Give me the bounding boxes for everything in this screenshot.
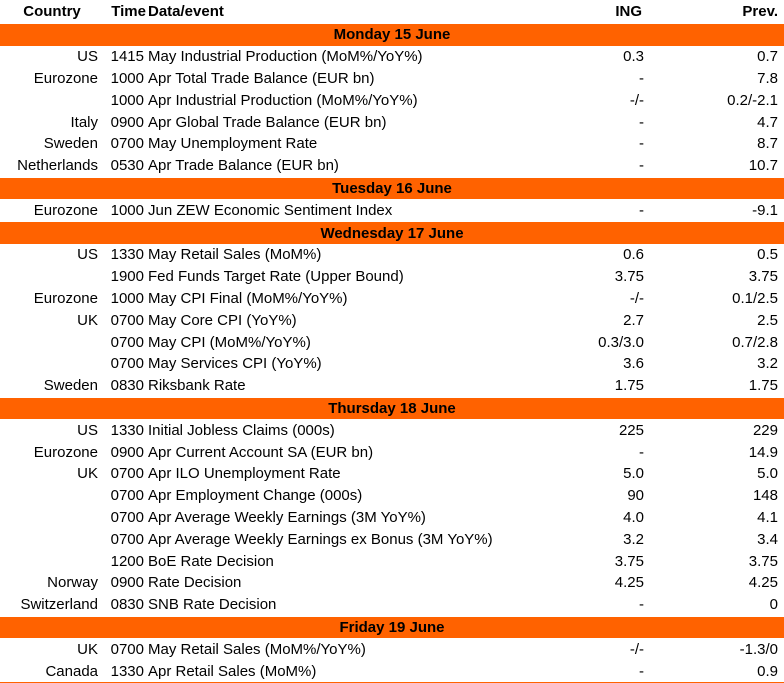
- table-row: [0, 199, 784, 221]
- cell-ing: 3.75: [614, 268, 644, 286]
- cell-event: Apr Total Trade Balance (EUR bn): [148, 69, 375, 87]
- cell-prev: 2.5: [757, 311, 778, 329]
- cell-time: 0700: [110, 487, 144, 505]
- table-row: [0, 133, 784, 155]
- cell-ing: 4.25: [614, 574, 644, 592]
- header-ing: ING: [615, 3, 642, 20]
- cell-country: [0, 528, 104, 550]
- cell-time: 0700: [110, 640, 144, 658]
- cell-event: Apr Trade Balance (EUR bn): [148, 157, 339, 175]
- cell-event: Apr Average Weekly Earnings ex Bonus (3M YoY%): [148, 530, 493, 548]
- table-row: [0, 244, 784, 266]
- cell-prev: 0.1/2.5: [732, 289, 778, 307]
- cell-ing: -: [639, 135, 644, 153]
- cell-event: Fed Funds Target Rate (Upper Bound): [148, 268, 404, 286]
- cell-event: May Industrial Production (MoM%/YoY%): [148, 48, 423, 66]
- table-row: [0, 660, 784, 682]
- cell-event: Apr Global Trade Balance (EUR bn): [148, 113, 387, 131]
- cell-event: Apr Industrial Production (MoM%/YoY%): [148, 91, 418, 109]
- cell-country: [0, 89, 104, 111]
- cell-ing: -: [639, 113, 644, 131]
- cell-event: May Retail Sales (MoM%/YoY%): [148, 640, 366, 658]
- day-label: Wednesday 17 June: [0, 222, 784, 244]
- cell-event: May CPI (MoM%/YoY%): [148, 333, 311, 351]
- day-label: Monday 15 June: [0, 24, 784, 46]
- cell-country: US: [77, 48, 98, 66]
- cell-prev: 3.4: [757, 530, 778, 548]
- cell-event: Apr ILO Unemployment Rate: [148, 465, 341, 483]
- cell-event: May Core CPI (YoY%): [148, 311, 297, 329]
- cell-ing: -: [639, 157, 644, 175]
- cell-time: 0900: [110, 443, 144, 461]
- cell-time: 1330: [110, 246, 144, 264]
- cell-event: Apr Average Weekly Earnings (3M YoY%): [148, 508, 426, 526]
- cell-prev: -9.1: [752, 201, 778, 219]
- cell-prev: 3.75: [748, 552, 778, 570]
- table-row: [0, 155, 784, 177]
- cell-ing: -/-: [629, 289, 644, 307]
- cell-event: Apr Retail Sales (MoM%): [148, 660, 568, 682]
- cell-prev: 4.25: [748, 574, 778, 592]
- cell-ing: 3.6: [623, 355, 644, 373]
- cell-prev: 3.75: [748, 268, 778, 286]
- cell-country: Eurozone: [33, 201, 98, 219]
- cell-prev: 1.75: [748, 377, 778, 395]
- cell-time: 0530: [110, 157, 144, 175]
- cell-ing: 5.0: [623, 465, 644, 483]
- cell-prev: 0.5: [757, 246, 778, 264]
- cell-time: 0900: [110, 113, 144, 131]
- table-header: [0, 0, 784, 24]
- cell-time: 1000: [110, 201, 144, 219]
- cell-country: Sweden: [43, 377, 98, 395]
- cell-event: Apr Employment Change (000s): [148, 487, 363, 505]
- cell-ing: 0.3/3.0: [598, 333, 644, 351]
- cell-time: 1330: [110, 421, 144, 439]
- header-prev: Prev.: [742, 3, 778, 20]
- day-header-row: [0, 222, 784, 244]
- table-row: [0, 594, 784, 616]
- table-row: [0, 89, 784, 111]
- cell-prev: 0.7/2.8: [732, 333, 778, 351]
- cell-country: UK: [77, 311, 98, 329]
- cell-time: 1900: [110, 268, 144, 286]
- header-time: Time: [111, 3, 146, 20]
- cell-event: Jun ZEW Economic Sentiment Index: [148, 201, 393, 219]
- cell-prev: 229: [752, 421, 778, 439]
- cell-event: May Services CPI (YoY%): [148, 355, 322, 373]
- cell-event: Initial Jobless Claims (000s): [148, 421, 335, 439]
- table-row: [0, 419, 784, 441]
- cell-time: 0700: [110, 530, 144, 548]
- table-row: [0, 288, 784, 310]
- cell-country: Eurozone: [33, 289, 98, 307]
- cell-ing: 90: [627, 487, 644, 505]
- cell-country: US: [77, 421, 98, 439]
- table-row: [0, 68, 784, 90]
- table-row: [0, 331, 784, 353]
- cell-ing: 0.6: [623, 246, 644, 264]
- table-row: [0, 507, 784, 529]
- cell-prev: 0.9: [668, 660, 784, 682]
- table-row: [0, 485, 784, 507]
- cell-ing: 3.75: [614, 552, 644, 570]
- table-row: [0, 638, 784, 660]
- cell-country: Switzerland: [20, 596, 98, 614]
- cell-country: US: [77, 246, 98, 264]
- table-body: [0, 24, 784, 683]
- cell-time: 0900: [110, 574, 144, 592]
- cell-ing: -: [639, 69, 644, 87]
- cell-event: Apr Current Account SA (EUR bn): [148, 443, 374, 461]
- cell-time: 1000: [110, 91, 144, 109]
- cell-ing: 225: [618, 421, 644, 439]
- cell-event: Riksbank Rate: [148, 377, 246, 395]
- cell-event: May CPI Final (MoM%/YoY%): [148, 289, 348, 307]
- cell-ing: 4.0: [623, 508, 644, 526]
- cell-prev: 148: [752, 487, 778, 505]
- cell-event: May Retail Sales (MoM%): [148, 246, 322, 264]
- cell-event: BoE Rate Decision: [148, 552, 274, 570]
- cell-ing: -/-: [629, 640, 644, 658]
- day-label: Tuesday 16 June: [0, 177, 784, 199]
- header-country: Country: [23, 3, 81, 20]
- cell-time: 0830: [110, 377, 144, 395]
- table-row: [0, 266, 784, 288]
- cell-time: 0700: [110, 508, 144, 526]
- table-row: [0, 375, 784, 397]
- cell-ing: 2.7: [623, 311, 644, 329]
- cell-ing: -: [568, 660, 668, 682]
- cell-ing: -: [639, 443, 644, 461]
- cell-event: SNB Rate Decision: [148, 596, 277, 614]
- cell-ing: 3.2: [623, 530, 644, 548]
- cell-country: Eurozone: [33, 69, 98, 87]
- table-row: [0, 441, 784, 463]
- header-event: Data/event: [148, 3, 224, 20]
- cell-time: 0830: [110, 596, 144, 614]
- table-row: [0, 463, 784, 485]
- cell-country: [0, 331, 104, 353]
- cell-prev: 5.0: [757, 465, 778, 483]
- cell-ing: -/-: [629, 91, 644, 109]
- table-row: [0, 572, 784, 594]
- cell-prev: 0: [769, 596, 778, 614]
- cell-prev: 0.2/-2.1: [727, 91, 778, 109]
- cell-time: 1330: [104, 660, 148, 682]
- cell-country: [0, 266, 104, 288]
- cell-country: Canada: [0, 660, 104, 682]
- cell-ing: 1.75: [614, 377, 644, 395]
- cell-country: Netherlands: [17, 157, 98, 175]
- header-row: [0, 0, 784, 24]
- cell-event: May Unemployment Rate: [148, 135, 318, 153]
- cell-time: 0700: [110, 355, 144, 373]
- cell-prev: 7.8: [757, 69, 778, 87]
- cell-prev: 8.7: [757, 135, 778, 153]
- table-row: [0, 550, 784, 572]
- cell-prev: 14.9: [748, 443, 778, 461]
- cell-time: 1200: [110, 552, 144, 570]
- table-row: [0, 353, 784, 375]
- cell-country: Italy: [70, 113, 98, 131]
- cell-country: Eurozone: [33, 443, 98, 461]
- cell-ing: -: [639, 596, 644, 614]
- cell-country: [0, 353, 104, 375]
- cell-time: 1000: [110, 69, 144, 87]
- day-header-row: [0, 397, 784, 419]
- day-label: Friday 19 June: [0, 616, 784, 638]
- cell-time: 1415: [110, 48, 144, 66]
- cell-time: 0700: [110, 333, 144, 351]
- cell-country: [0, 485, 104, 507]
- cell-country: [0, 507, 104, 529]
- day-header-row: [0, 616, 784, 638]
- table-row: [0, 46, 784, 68]
- cell-ing: 0.3: [623, 48, 644, 66]
- day-header-row: [0, 24, 784, 46]
- cell-time: 0700: [110, 311, 144, 329]
- cell-ing: -: [639, 201, 644, 219]
- day-header-row: [0, 177, 784, 199]
- cell-event: Rate Decision: [148, 574, 242, 592]
- cell-time: 0700: [110, 465, 144, 483]
- day-label: Thursday 18 June: [0, 397, 784, 419]
- cell-country: UK: [77, 640, 98, 658]
- cell-country: Sweden: [43, 135, 98, 153]
- table-row: [0, 309, 784, 331]
- cell-prev: 4.7: [757, 113, 778, 131]
- cell-prev: 3.2: [757, 355, 778, 373]
- table-row: [0, 528, 784, 550]
- cell-prev: -1.3/0: [739, 640, 778, 658]
- cell-country: [0, 550, 104, 572]
- cell-time: 1000: [110, 289, 144, 307]
- cell-country: Norway: [47, 574, 98, 592]
- cell-time: 0700: [110, 135, 144, 153]
- cell-prev: 10.7: [748, 157, 778, 175]
- cell-prev: 4.1: [757, 508, 778, 526]
- table-row: [0, 111, 784, 133]
- cell-country: UK: [77, 465, 98, 483]
- cell-prev: 0.7: [757, 48, 778, 66]
